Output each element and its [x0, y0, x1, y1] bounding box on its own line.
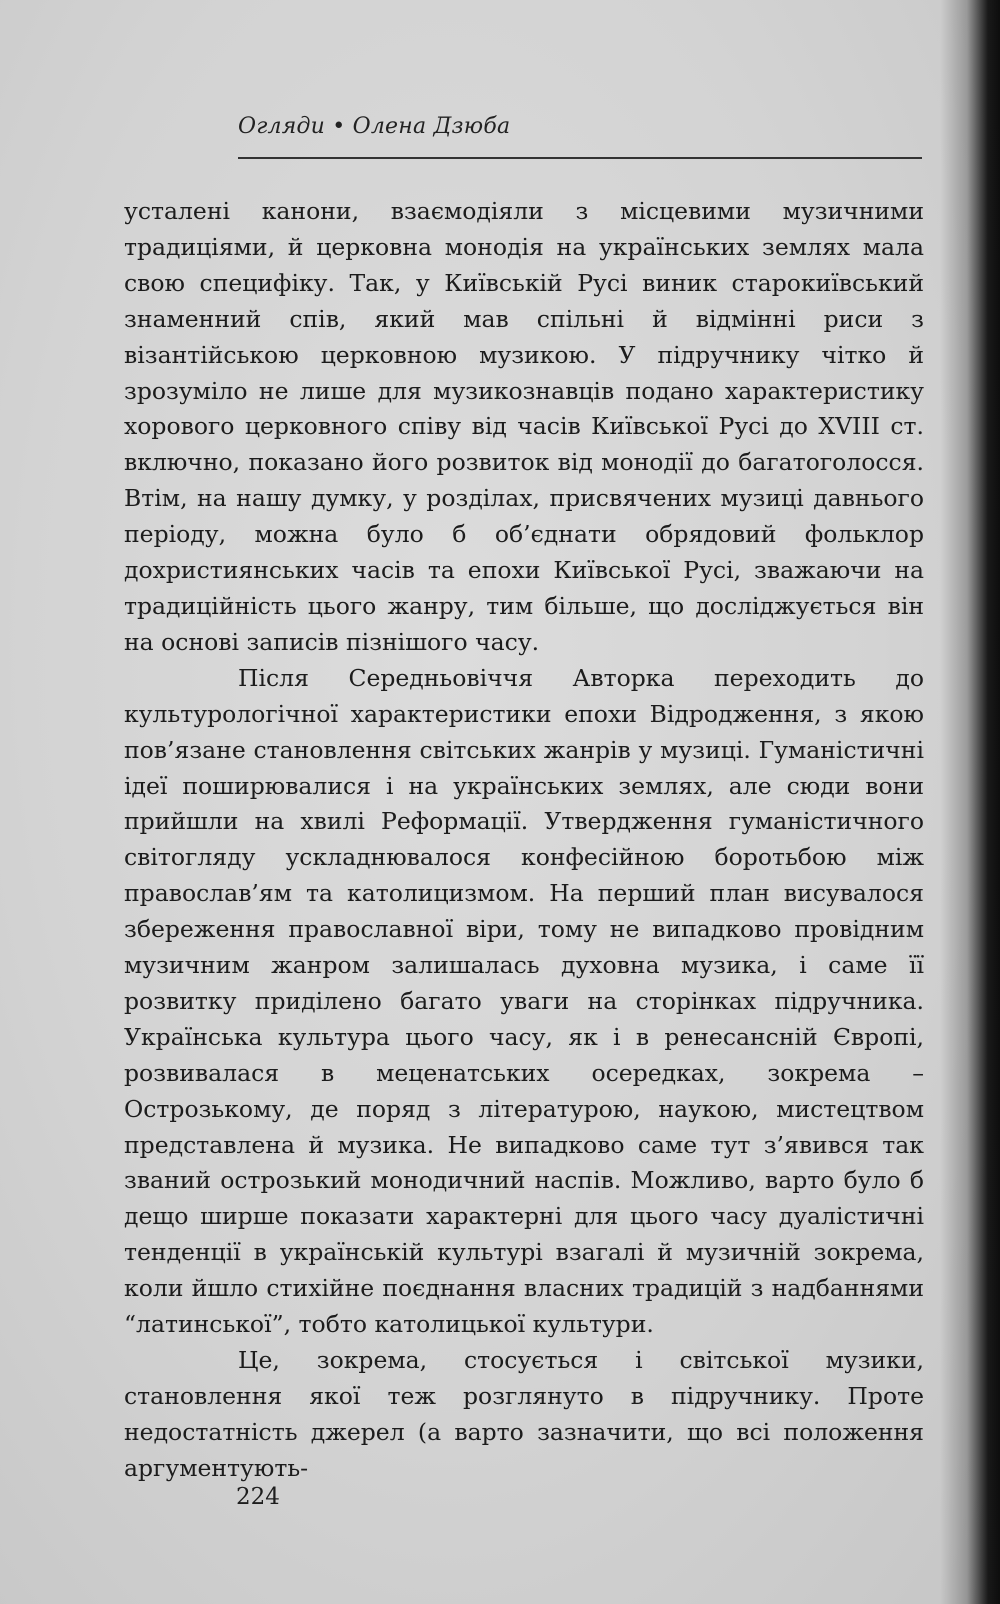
- gutter-shadow: [940, 0, 1000, 1604]
- paragraph-2: Після Середньовіччя Авторка переходить до культурологічної характеристики епохи Відродження, з якою пов’язане становлення світських жанрів у музиці. Гуманістичні ідеї поширювалися і на українських землях, але сюди вони прийшли на хвилі Реформації. Утвердження гуманістичного світогляду ускладнювалося конфесійною боротьбою між православ’ям та католицизмом. На перший план висувалося збереження православної віри, тому не випадково провідним музичним жанром залишалась духовна музика, і саме її розвитку приділено багато уваги на сторінках підручника. Українська культура цього часу, як і в ренесансній Європі, розвивалася в меценатських осередках, зокрема – Острозькому, де поряд з літературою, наукою, мистецтвом представлена й музика. Не випадково саме тут з’явився так званий острозький монодичний наспів. Можливо, варто було б дещо ширше показати характерні для цього часу дуалістичні тенденції в українській культурі взагалі й музичній зокрема, коли йшло стихійне поєднання власних традицій з надбаннями “латинської”, тобто католицької культури.: [124, 663, 924, 1339]
- running-head: Огляди • Олена Дзюба: [238, 114, 511, 139]
- body-text: [124, 194, 924, 1487]
- header-rule: [238, 157, 922, 159]
- page-number: 224: [236, 1484, 280, 1510]
- paragraph-1: усталені канони, взаємодіяли з місцевими музичними традиціями, й церковна монодія на українських землях мала свою специфіку. Так, у Київській Русі виник старокиївський знаменний спів, який мав спільні й відмінні риси з візантійською церковною музикою. У підручнику чітко й зрозуміло не лише для музикознавців подано характеристику хорового церковного співу від часів Київської Русі до XVIII ст. включно, показано його розвиток від монодії до багатоголосся. Втім, на нашу думку, у розділах, присвячених музиці давнього періоду, можна було б об’єднати обрядовий фольклор дохристиянських часів та епохи Київської Русі, зважаючи на традиційність цього жанру, тим більше, що досліджується він на основі записів пізнішого часу.: [124, 197, 924, 656]
- paragraph-3: Це, зокрема, стосується і світської музики, становлення якої теж розглянуто в підручнику. Проте недостатність джерел (а варто зазначити, що всі положення аргументують-: [124, 1346, 924, 1482]
